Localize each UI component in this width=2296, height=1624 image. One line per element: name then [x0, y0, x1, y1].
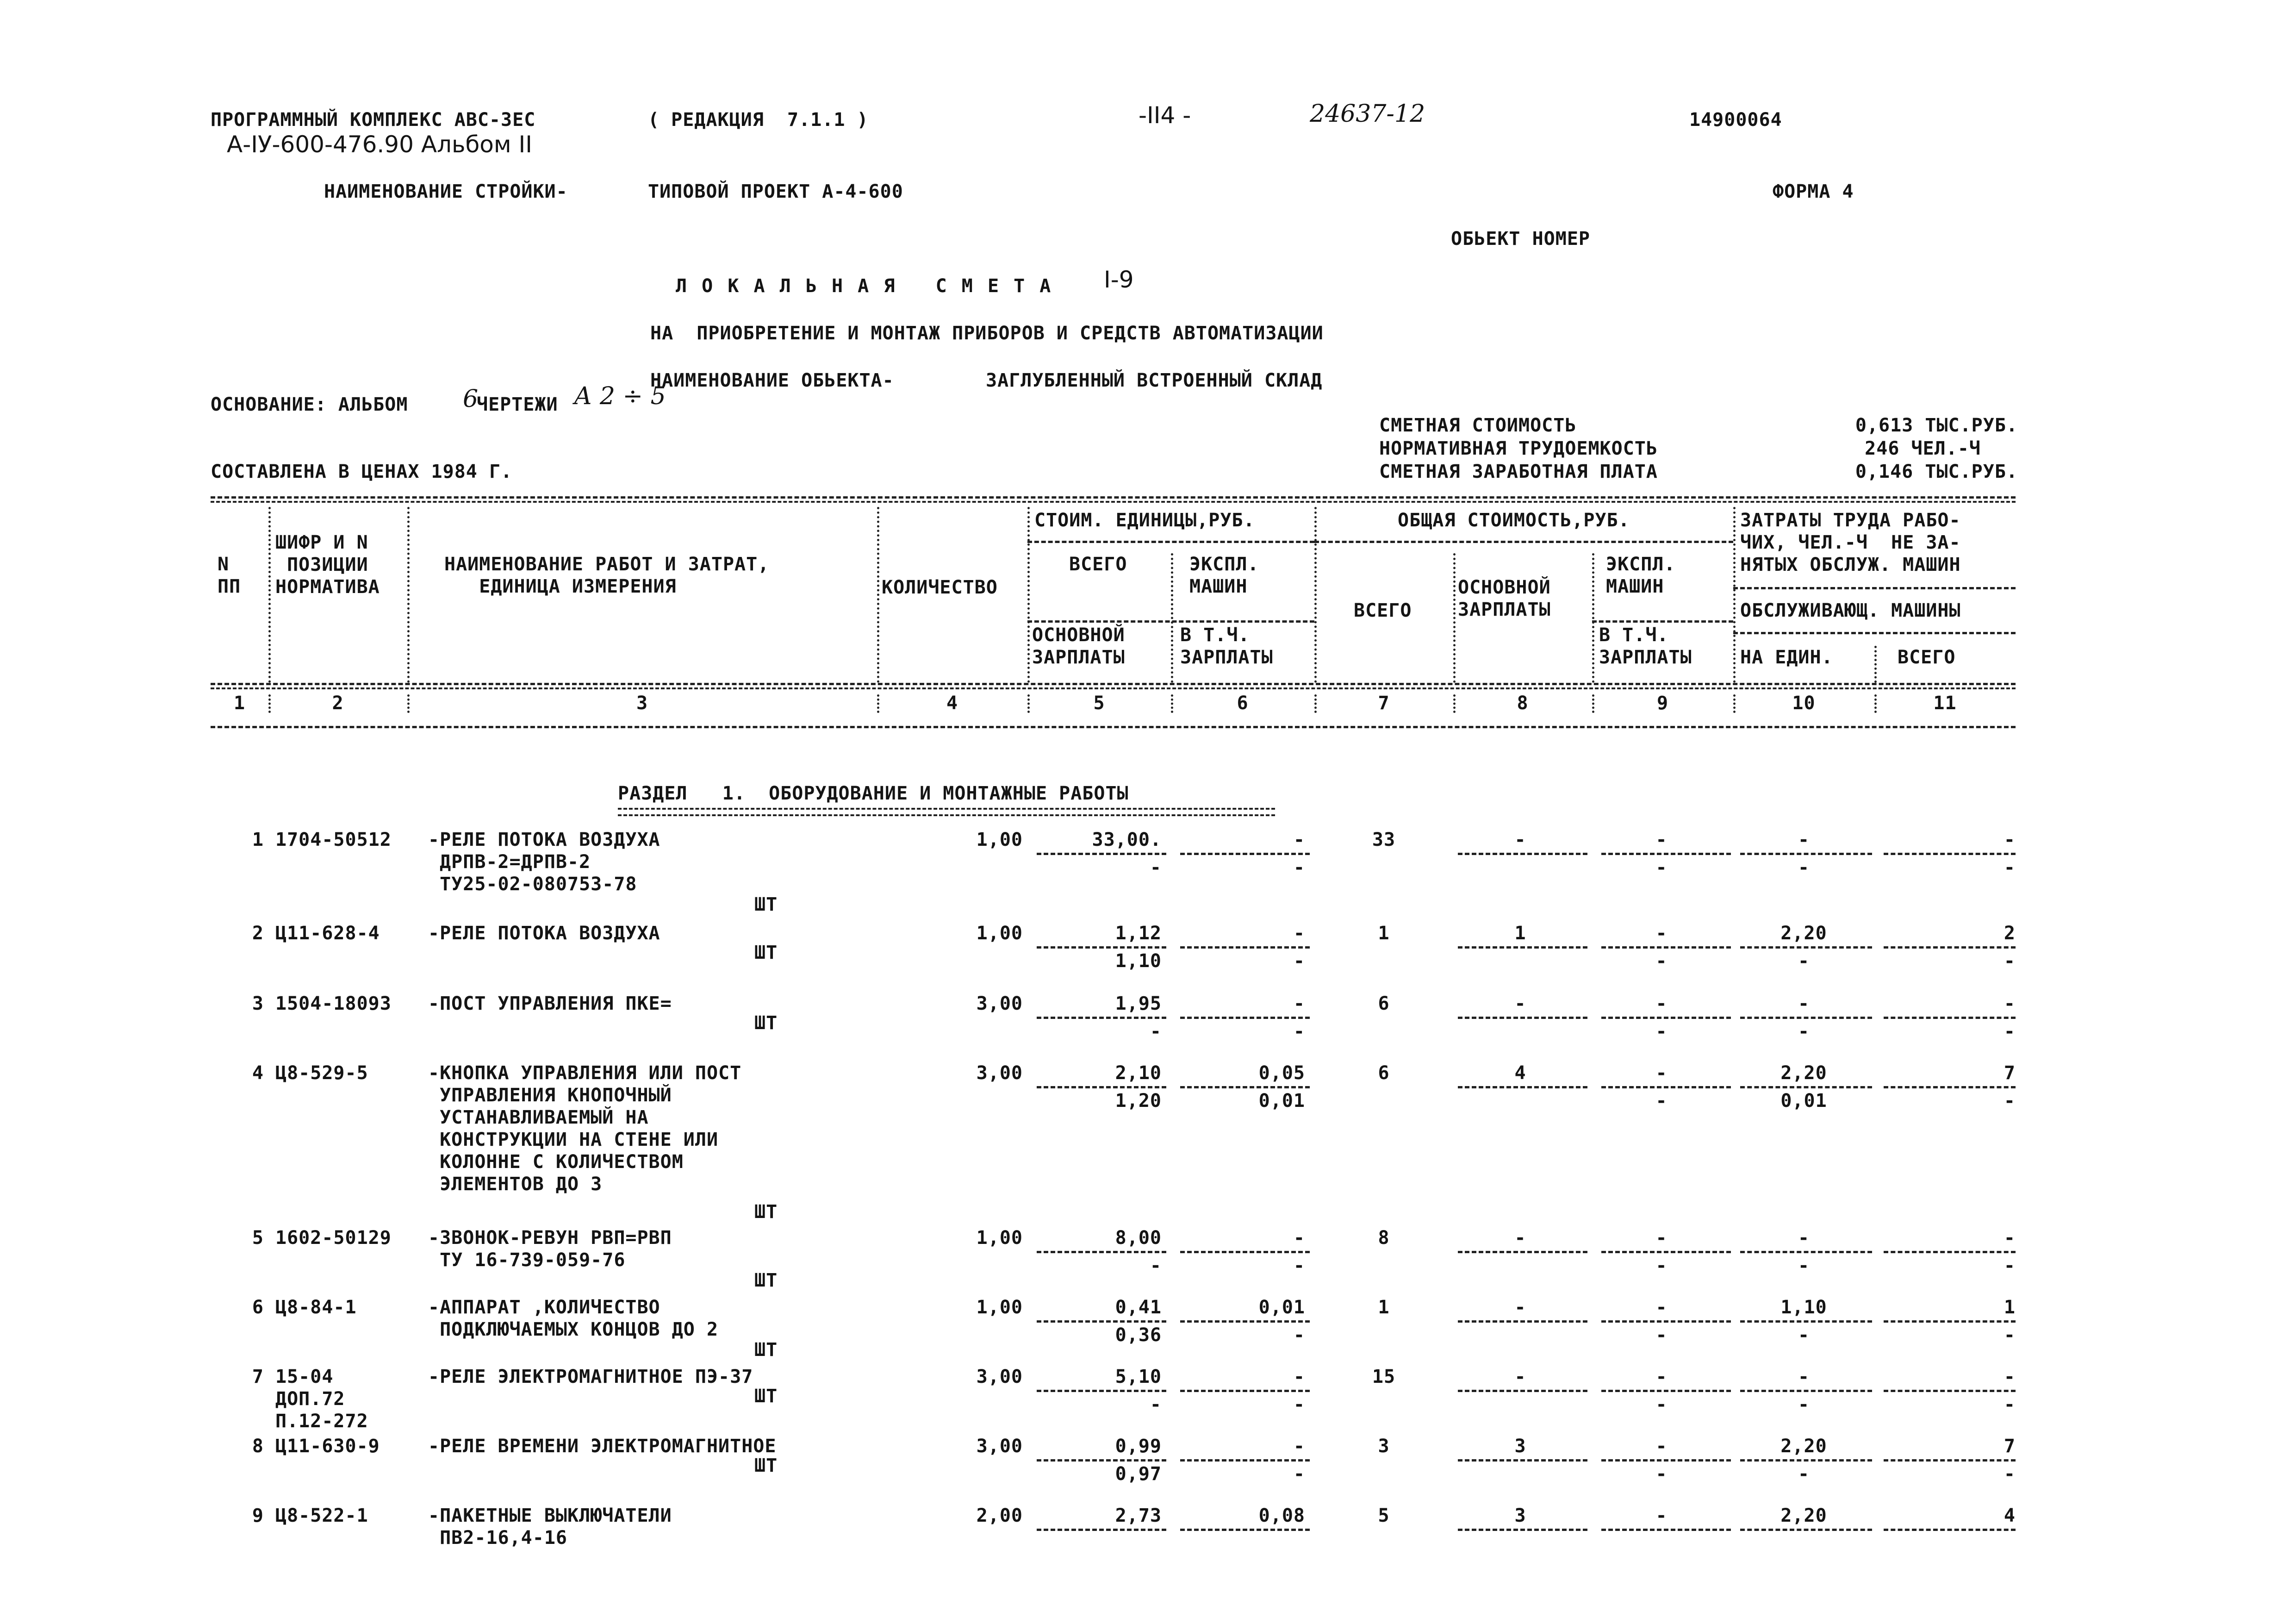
row-labor-total: - — [2004, 829, 2016, 850]
column-number: 1 — [233, 693, 246, 714]
row-labor-unit: - — [1798, 829, 1810, 850]
row-unit-cost-total: 0,99 — [1115, 1436, 1162, 1457]
row-total-machines: - — [1655, 993, 1668, 1014]
basis-label: ОСНОВАНИЕ: АЛЬБОМ — [211, 394, 408, 415]
row-name: -РЕЛЕ ПОТОКА ВОЗДУХА ДРПВ-2=ДРПВ-2 ТУ25-02-080753-78 — [428, 829, 660, 895]
row-labor-total: - — [2004, 993, 2016, 1014]
cell-underline — [1601, 1529, 1731, 1531]
cell-underline — [1884, 1017, 2016, 1019]
column-number: 6 — [1237, 693, 1249, 714]
header-col9b: В Т.Ч. ЗАРПЛАТЫ — [1599, 625, 1692, 668]
header-col6b: В Т.Ч. ЗАРПЛАТЫ — [1180, 625, 1273, 668]
row-unit-wages: 1,20 — [1115, 1090, 1162, 1112]
row-labor-total: 7 — [2004, 1436, 2016, 1457]
row-unit-cost-machines: 0,08 — [1258, 1505, 1305, 1526]
cell-underline — [1037, 853, 1166, 855]
row-unit-cost-machines: - — [1293, 1227, 1305, 1249]
column-separator — [1874, 646, 1877, 683]
row-total-wages: - — [1514, 1297, 1526, 1318]
cell-underline — [1037, 1017, 1166, 1019]
cell-underline — [1037, 1251, 1166, 1253]
row-labor-total: 2 — [2004, 923, 2016, 944]
row-quantity: 3,00 — [976, 1366, 1023, 1387]
row-machine-wages: - — [1293, 950, 1305, 972]
document-code: 24637-12 — [1310, 100, 1425, 128]
row-total-wages: - — [1514, 829, 1526, 850]
row-unit-cost-machines: 0,05 — [1258, 1062, 1305, 1084]
row-name: -ПАКЕТНЫЕ ВЫКЛЮЧАТЕЛИ ПВ2-16,4-16 — [428, 1505, 672, 1549]
column-separator — [1171, 694, 1173, 713]
row-unit-cost-machines: - — [1293, 993, 1305, 1014]
cell-underline — [1740, 1017, 1872, 1019]
cell-underline — [1884, 1459, 2016, 1462]
row-unit-cost-total: 1,95 — [1115, 993, 1162, 1014]
row-labor-unit: - — [1798, 1227, 1810, 1249]
row-labor-total: - — [2004, 1227, 2016, 1249]
row-unit-wages: 0,97 — [1115, 1463, 1162, 1485]
row-name: -АППАРАТ ,КОЛИЧЕСТВО ПОДКЛЮЧАЕМЫХ КОНЦОВ ДО 2 — [428, 1297, 719, 1340]
column-separator — [268, 694, 271, 713]
column-separator — [1592, 553, 1594, 683]
header-col8: ОСНОВНОЙ ЗАРПЛАТЫ — [1458, 577, 1551, 620]
row-total-cost: 5 — [1378, 1505, 1390, 1526]
row-machine-wages: - — [1293, 1021, 1305, 1042]
row-total-machine-wages: - — [1655, 1463, 1668, 1485]
column-number: 9 — [1656, 693, 1669, 714]
row-unit: ШТ — [754, 1455, 778, 1476]
row-total-machines: - — [1655, 1366, 1668, 1387]
summary-value: 246 ЧЕЛ.-Ч — [1865, 438, 1981, 459]
header-col11: ВСЕГО — [1898, 647, 1956, 668]
row-labor-service-total: - — [2004, 1463, 2016, 1485]
cell-underline — [1740, 1086, 1872, 1088]
row-unit: ШТ — [754, 1201, 778, 1223]
column-separator — [1733, 507, 1736, 683]
cell-underline — [1458, 946, 1587, 949]
row-total-machines: - — [1655, 923, 1668, 944]
row-labor-service-unit: - — [1798, 1021, 1810, 1042]
row-unit: ШТ — [754, 1386, 778, 1407]
row-total-wages: 4 — [1514, 1062, 1526, 1084]
cell-underline — [1740, 1390, 1872, 1392]
construction-label: НАИМЕНОВАНИЕ СТРОЙКИ- — [324, 181, 568, 202]
row-number: 1 — [252, 829, 264, 850]
row-total-machines: - — [1655, 1297, 1668, 1318]
header-bottom-rule — [211, 687, 2016, 689]
row-total-wages: - — [1514, 1366, 1526, 1387]
object-number-label: ОБЬЕКТ НОМЕР — [1451, 228, 1590, 250]
summary-label: СМЕТНАЯ СТОИМОСТЬ — [1379, 415, 1577, 436]
row-unit-cost-total: 2,10 — [1115, 1062, 1162, 1084]
row-number: 7 — [252, 1366, 264, 1387]
row-code: Ц8-84-1 — [275, 1297, 357, 1318]
row-code: 15-04 ДОП.72 П.12-272 — [275, 1366, 368, 1432]
row-labor-total: 7 — [2004, 1062, 2016, 1084]
page-number: -II4 - — [1139, 102, 1191, 129]
row-number: 3 — [252, 993, 264, 1014]
row-quantity: 1,00 — [976, 1297, 1023, 1318]
row-unit-cost-machines: - — [1293, 829, 1305, 850]
cell-underline — [1884, 1390, 2016, 1392]
row-total-machine-wages: - — [1655, 1394, 1668, 1415]
row-labor-total: 4 — [2004, 1505, 2016, 1526]
row-name: -РЕЛЕ ПОТОКА ВОЗДУХА — [428, 923, 660, 944]
row-total-cost: 3 — [1378, 1436, 1390, 1457]
column-separator — [268, 507, 271, 683]
row-name: -ЗВОНОК-РЕВУН РВП=РВП ТУ 16-739-059-76 — [428, 1227, 672, 1271]
row-unit-wages: - — [1150, 1255, 1162, 1276]
row-labor-service-total: - — [2004, 1021, 2016, 1042]
column-separator — [1027, 694, 1030, 713]
summary-value: 0,146 ТЫС.РУБ. — [1855, 461, 2018, 482]
row-total-wages: - — [1514, 993, 1526, 1014]
column-separator — [1171, 553, 1173, 683]
cell-underline — [1180, 1086, 1310, 1088]
summary-value: 0,613 ТЫС.РУБ. — [1855, 415, 2018, 436]
row-labor-service-total: - — [2004, 1324, 2016, 1346]
row-unit-cost-machines: - — [1293, 1366, 1305, 1387]
table-top-rule — [211, 496, 2016, 499]
row-unit-cost-total: 0,41 — [1115, 1297, 1162, 1318]
row-labor-unit: - — [1798, 1366, 1810, 1387]
row-total-machines: - — [1655, 1436, 1668, 1457]
row-labor-unit: 2,20 — [1780, 923, 1827, 944]
row-labor-service-total: - — [2004, 1255, 2016, 1276]
row-unit-cost-total: 33,00. — [1092, 829, 1162, 850]
row-number: 8 — [252, 1436, 264, 1457]
row-total-machines: - — [1655, 1505, 1668, 1526]
header-col9: ЭКСПЛ. МАШИН — [1606, 554, 1676, 597]
cell-underline — [1180, 1459, 1310, 1462]
row-total-machine-wages: - — [1655, 1255, 1668, 1276]
row-total-machine-wages: - — [1655, 1021, 1668, 1042]
header-col6: ЭКСПЛ. МАШИН — [1189, 554, 1259, 597]
column-separator — [407, 694, 410, 713]
row-labor-service-unit: 0,01 — [1780, 1090, 1827, 1112]
header-inner-rule — [1592, 620, 1733, 623]
row-total-wages: - — [1514, 1227, 1526, 1249]
row-total-cost: 6 — [1378, 993, 1390, 1014]
cell-underline — [1037, 946, 1166, 949]
row-code: Ц8-522-1 — [275, 1505, 368, 1526]
album-reference: А-IУ-600-476.90 Альбом II — [227, 131, 532, 158]
row-total-wages: 3 — [1514, 1436, 1526, 1457]
cell-underline — [1037, 1459, 1166, 1462]
cell-underline — [1884, 1529, 2016, 1531]
column-number: 2 — [332, 693, 344, 714]
cell-underline — [1601, 1017, 1731, 1019]
row-labor-total: - — [2004, 1366, 2016, 1387]
column-separator — [1733, 694, 1736, 713]
header-col10a: ОБСЛУЖИВАЮЩ. МАШИНЫ — [1740, 600, 1961, 621]
row-total-machines: - — [1655, 1227, 1668, 1249]
row-unit-wages: 0,36 — [1115, 1324, 1162, 1346]
row-unit-cost-machines: 0,01 — [1258, 1297, 1305, 1318]
cell-underline — [1037, 1320, 1166, 1323]
row-unit-wages: 1,10 — [1115, 950, 1162, 972]
row-labor-total: 1 — [2004, 1297, 2016, 1318]
cell-underline — [1601, 1320, 1731, 1323]
row-number: 4 — [252, 1062, 264, 1084]
row-total-cost: 33 — [1372, 829, 1396, 850]
document-subtitle: НА ПРИОБРЕТЕНИЕ И МОНТАЖ ПРИБОРОВ И СРЕДСТВ АВТОМАТИЗАЦИИ — [650, 323, 1324, 344]
row-labor-service-total: - — [2004, 857, 2016, 878]
cell-underline — [1037, 1529, 1166, 1531]
column-separator — [1314, 507, 1317, 683]
row-unit-wages: - — [1150, 1021, 1162, 1042]
row-unit-cost-total: 1,12 — [1115, 923, 1162, 944]
cell-underline — [1180, 1390, 1310, 1392]
cell-underline — [1740, 1459, 1872, 1462]
section-underline — [618, 808, 1275, 816]
column-separator — [877, 694, 879, 713]
cell-underline — [1601, 853, 1731, 855]
cell-underline — [1884, 1086, 2016, 1088]
form-number: ФОРМА 4 — [1773, 181, 1854, 202]
cell-underline — [1601, 1086, 1731, 1088]
row-code: Ц11-628-4 — [275, 923, 380, 944]
header-labor: ЗАТРАТЫ ТРУДА РАБО- ЧИХ, ЧЕЛ.-Ч НЕ ЗА- НЯТЫХ ОБСЛУЖ. МАШИН — [1740, 510, 1961, 575]
row-labor-unit: 2,20 — [1780, 1436, 1827, 1457]
row-unit: ШТ — [754, 942, 778, 963]
row-unit: ШТ — [754, 1270, 778, 1291]
row-unit-cost-total: 2,73 — [1115, 1505, 1162, 1526]
object-name-value: ЗАГЛУБЛЕННЫЙ ВСТРОЕННЫЙ СКЛАД — [986, 370, 1323, 391]
cell-underline — [1601, 1251, 1731, 1253]
header-col5: ВСЕГО — [1069, 554, 1127, 575]
row-machine-wages: - — [1293, 1394, 1305, 1415]
row-quantity: 3,00 — [976, 1436, 1023, 1457]
program-name: ПРОГРАММНЫЙ КОМПЛЕКС АВС-3ЕС — [211, 109, 536, 131]
cell-underline — [1180, 1017, 1310, 1019]
cell-underline — [1458, 1251, 1587, 1253]
column-number: 3 — [636, 693, 648, 714]
row-machine-wages: - — [1293, 1255, 1305, 1276]
row-unit-cost-total: 8,00 — [1115, 1227, 1162, 1249]
row-quantity: 3,00 — [976, 993, 1023, 1014]
row-code: Ц8-529-5 — [275, 1062, 368, 1084]
row-labor-service-total: - — [2004, 1090, 2016, 1112]
row-quantity: 1,00 — [976, 1227, 1023, 1249]
row-total-wages: 3 — [1514, 1505, 1526, 1526]
row-machine-wages: - — [1293, 1463, 1305, 1485]
row-name: -ПОСТ УПРАВЛЕНИЯ ПКЕ= — [428, 993, 672, 1014]
row-unit-wages: - — [1150, 857, 1162, 878]
row-quantity: 1,00 — [976, 829, 1023, 850]
summary-label: СМЕТНАЯ ЗАРАБОТНАЯ ПЛАТА — [1379, 461, 1658, 482]
column-numbers-rule — [211, 726, 2016, 728]
row-unit: ШТ — [754, 1012, 778, 1034]
row-number: 5 — [252, 1227, 264, 1249]
cell-underline — [1884, 853, 2016, 855]
row-total-cost: 1 — [1378, 1297, 1390, 1318]
row-total-wages: 1 — [1514, 923, 1526, 944]
summary-label: НОРМАТИВНАЯ ТРУДОЕМКОСТЬ — [1379, 438, 1658, 459]
row-name: -РЕЛЕ ВРЕМЕНИ ЭЛЕКТРОМАГНИТНОЕ — [428, 1436, 777, 1457]
row-labor-service-total: - — [2004, 950, 2016, 972]
cell-underline — [1601, 1459, 1731, 1462]
cell-underline — [1458, 1320, 1587, 1323]
row-labor-service-unit: - — [1798, 950, 1810, 972]
cell-underline — [1180, 1529, 1310, 1531]
row-labor-service-unit: - — [1798, 1324, 1810, 1346]
row-total-cost: 6 — [1378, 1062, 1390, 1084]
header-col10: НА ЕДИН. — [1740, 647, 1833, 668]
row-labor-unit: 2,20 — [1780, 1505, 1827, 1526]
column-separator — [1874, 694, 1877, 713]
row-unit: ШТ — [754, 894, 778, 915]
object-name-label: НАИМЕНОВАНИЕ ОБЬЕКТА- — [650, 370, 894, 391]
cell-underline — [1458, 1459, 1587, 1462]
section-title: РАЗДЕЛ 1. ОБОРУДОВАНИЕ И МОНТАЖНЫЕ РАБОТЫ — [618, 783, 1129, 804]
row-unit-wages: - — [1150, 1394, 1162, 1415]
row-total-machines: - — [1655, 829, 1668, 850]
column-number: 7 — [1378, 693, 1390, 714]
row-unit-cost-total: 5,10 — [1115, 1366, 1162, 1387]
row-labor-unit: - — [1798, 993, 1810, 1014]
cell-underline — [1458, 1017, 1587, 1019]
row-total-cost: 15 — [1372, 1366, 1396, 1387]
header-col7: ВСЕГО — [1354, 600, 1412, 621]
estimate-number: I-9 — [1104, 266, 1134, 293]
cell-underline — [1037, 1390, 1166, 1392]
basis-album-number: 6 — [463, 385, 479, 413]
header-inner-rule — [1027, 620, 1314, 623]
header-total-cost: ОБЩАЯ СТОИМОСТЬ,РУБ. — [1398, 510, 1630, 531]
cell-underline — [1601, 1390, 1731, 1392]
row-code: 1602-50129 — [275, 1227, 392, 1249]
row-quantity: 3,00 — [976, 1062, 1023, 1084]
column-number: 4 — [946, 693, 958, 714]
header-inner-rule — [1027, 541, 1314, 543]
row-code: Ц11-630-9 — [275, 1436, 380, 1457]
row-number: 6 — [252, 1297, 264, 1318]
cell-underline — [1180, 946, 1310, 949]
cell-underline — [1180, 853, 1310, 855]
row-labor-service-unit: - — [1798, 857, 1810, 878]
row-total-cost: 1 — [1378, 923, 1390, 944]
row-code: 1504-18093 — [275, 993, 392, 1014]
row-total-cost: 8 — [1378, 1227, 1390, 1249]
cell-underline — [1740, 1251, 1872, 1253]
row-quantity: 1,00 — [976, 923, 1023, 944]
price-base: СОСТАВЛЕНА В ЦЕНАХ 1984 Г. — [211, 461, 513, 482]
header-inner-rule — [1733, 632, 2016, 634]
column-number: 10 — [1792, 693, 1816, 714]
column-separator — [877, 507, 879, 683]
registration-number: 14900064 — [1689, 109, 1782, 131]
column-number: 11 — [1933, 693, 1957, 714]
basis-drawings-range: А 2 ÷ 5 — [574, 382, 666, 410]
row-code: 1704-50512 — [275, 829, 392, 850]
cell-underline — [1180, 1320, 1310, 1323]
cell-underline — [1884, 946, 2016, 949]
cell-underline — [1740, 1529, 1872, 1531]
document-title: Л О К А Л Ь Н А Я С М Е Т А — [676, 275, 1053, 297]
row-labor-service-unit: - — [1798, 1255, 1810, 1276]
row-labor-service-unit: - — [1798, 1394, 1810, 1415]
cell-underline — [1037, 1086, 1166, 1088]
row-machine-wages: - — [1293, 1324, 1305, 1346]
table-top-rule — [211, 501, 2016, 503]
row-unit: ШТ — [754, 1339, 778, 1361]
header-col-quantity: КОЛИЧЕСТВО — [882, 577, 998, 598]
row-machine-wages: 0,01 — [1258, 1090, 1305, 1112]
row-unit-cost-machines: - — [1293, 1436, 1305, 1457]
row-quantity: 2,00 — [976, 1505, 1023, 1526]
row-machine-wages: - — [1293, 857, 1305, 878]
row-labor-unit: 2,20 — [1780, 1062, 1827, 1084]
column-separator — [1592, 694, 1594, 713]
cell-underline — [1740, 1320, 1872, 1323]
column-separator — [1453, 553, 1456, 683]
row-labor-service-unit: - — [1798, 1463, 1810, 1485]
cell-underline — [1601, 946, 1731, 949]
column-separator — [1027, 507, 1030, 683]
column-number: 5 — [1093, 693, 1105, 714]
row-number: 9 — [252, 1505, 264, 1526]
cell-underline — [1458, 853, 1587, 855]
construction-value: ТИПОВОЙ ПРОЕКТ А-4-600 — [648, 181, 903, 202]
edition: ( РЕДАКЦИЯ 7.1.1 ) — [648, 109, 869, 131]
cell-underline — [1458, 1086, 1587, 1088]
cell-underline — [1740, 946, 1872, 949]
row-total-machine-wages: - — [1655, 950, 1668, 972]
column-separator — [407, 507, 410, 683]
cell-underline — [1740, 853, 1872, 855]
basis-drawings-label: ЧЕРТЕЖИ — [477, 394, 558, 415]
row-total-machine-wages: - — [1655, 1324, 1668, 1346]
cell-underline — [1458, 1390, 1587, 1392]
row-labor-unit: 1,10 — [1780, 1297, 1827, 1318]
row-total-machines: - — [1655, 1062, 1668, 1084]
cell-underline — [1884, 1251, 2016, 1253]
column-separator — [1314, 694, 1317, 713]
header-inner-rule — [1733, 587, 2016, 589]
header-inner-rule — [1314, 541, 1733, 543]
header-col5b: ОСНОВНОЙ ЗАРПЛАТЫ — [1032, 625, 1125, 668]
row-name: -РЕЛЕ ЭЛЕКТРОМАГНИТНОЕ ПЭ-37 — [428, 1366, 753, 1387]
column-separator — [1453, 694, 1456, 713]
row-number: 2 — [252, 923, 264, 944]
header-bottom-rule — [211, 683, 2016, 685]
cell-underline — [1180, 1251, 1310, 1253]
header-unit-cost: СТОИМ. ЕДИНИЦЫ,РУБ. — [1034, 510, 1255, 531]
header-col-number: N ПП — [218, 554, 241, 597]
header-col-code: ШИФР И N ПОЗИЦИИ НОРМАТИВА — [275, 532, 380, 598]
row-name: -КНОПКА УПРАВЛЕНИЯ ИЛИ ПОСТ УПРАВЛЕНИЯ КНОПОЧНЫЙ УСТАНАВЛИВАЕМЫЙ НА КОНСТРУКЦИИ НА СТЕНЕ ИЛИ КОЛОННЕ С КОЛИЧЕСТВОМ ЭЛЕМЕНТОВ ДО 3 — [428, 1062, 742, 1195]
row-unit-cost-machines: - — [1293, 923, 1305, 944]
row-total-machine-wages: - — [1655, 857, 1668, 878]
row-labor-service-total: - — [2004, 1394, 2016, 1415]
column-number: 8 — [1517, 693, 1529, 714]
cell-underline — [1884, 1320, 2016, 1323]
cell-underline — [1458, 1529, 1587, 1531]
row-total-machine-wages: - — [1655, 1090, 1668, 1112]
header-col-name: НАИМЕНОВАНИЕ РАБОТ И ЗАТРАТ, ЕДИНИЦА ИЗМЕРЕНИЯ — [444, 554, 770, 597]
